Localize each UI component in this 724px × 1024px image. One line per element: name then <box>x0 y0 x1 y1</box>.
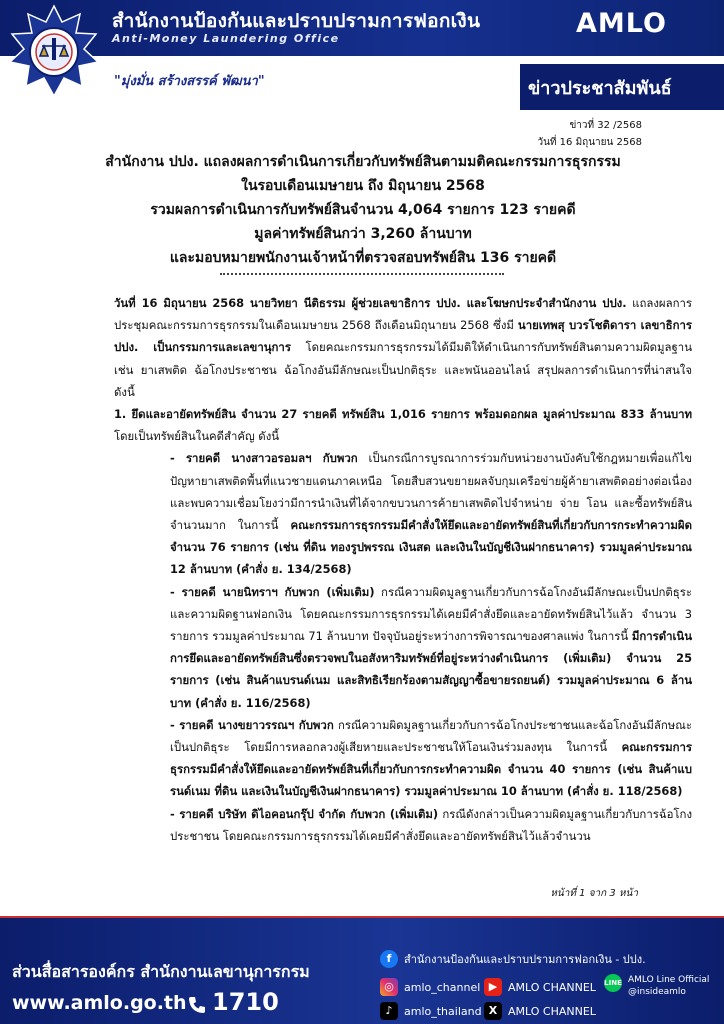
section-title: ข่าวประชาสัมพันธ์ <box>528 78 672 99</box>
org-name-thai: สำนักงานป้องกันและปราบปรามการฟอกเงิน <box>112 10 481 32</box>
headline-line: ในรอบเดือนเมษายน ถึง มิถุนายน 2568 <box>241 178 485 194</box>
line-icon: LINE <box>604 974 622 992</box>
headline-line: และมอบหมายพนักงานเจ้าหน้าที่ตรวจสอบทรัพย์สิน 136 รายคดี <box>169 250 557 266</box>
instagram-link[interactable]: ◎ amlo_channel <box>380 978 480 996</box>
document-number: ข่าวที่ 32 /2568 <box>569 120 642 131</box>
amlo-seal-logo <box>6 4 102 104</box>
tiktok-icon: ♪ <box>380 1002 398 1020</box>
x-link[interactable]: X AMLO CHANNEL <box>484 1002 596 1020</box>
instagram-icon: ◎ <box>380 978 398 996</box>
footer-department: ส่วนสื่อสารองค์กร สำนักงานเลขานุการกรม <box>12 962 310 981</box>
headline-line: รวมผลการดำเนินการกับทรัพย์สินจำนวน 4,064 รายการ 123 รายคดี <box>150 202 576 218</box>
headline-line: สำนักงาน ปปง. แถลงผลการดำเนินการเกี่ยวกับทรัพย์สินตามมติคณะกรรมการธุรกรรม <box>105 154 621 170</box>
case-1-paragraph: - รายคดี นางสาวอรอมลฯ กับพวก เป็นกรณีการบูรณาการร่วมกับหน่วยงานบังคับใช้กฎหมายเพื่อแก้ไขปัญหายาเสพติดพื้นที่แนวชายแดนภาคเหนือ โดยสืบสวนขยายผลจับกุมเครือข่ายผู้ค้ายาเสพติดอย่างต่อเนื่อง และพบความเชื่อมโยงว่ามีการนำเงินที่ได้จากขบวนการค้ายาเสพติดไปจำหน่าย จ่าย โอน และซื้อทรัพย์สินจำนวนมาก ในการนี้ คณะกรรมการธุรกรรมมีคำสั่งให้ยึดและอายัดทรัพย์สินที่เกี่ยวกับการกระทำความผิด จำนวน 76 รายการ (เช่น ที่ดิน ทองรูปพรรณ เงินสด และเงินในบัญชีเงินฝากธนาคาร) รวมมูลค่าประมาณ 12 ล้านบาท (คำสั่ง ย. 134/2568) <box>170 451 692 577</box>
youtube-link[interactable]: ▶ AMLO CHANNEL <box>484 978 596 996</box>
case-2-paragraph: - รายคดี นายนิทราฯ กับพวก (เพิ่มเติม) กรณีความผิดมูลฐานเกี่ยวกับการฉ้อโกงอันมีลักษณะเป็นปกติธุระ และความผิดฐานฟอกเงิน โดยคณะกรรมการธุรกรรมได้เคยมีคำสั่งยึดและอายัดทรัพย์สินไว้แล้ว จำนวน 3 รายการ รวมมูลค่าประมาณ 71 ล้านบาท ปัจจุบันอยู่ระหว่างการพิจารณาของศาลแพ่ง ในการนี้ มีการดำเนินการยึดและอายัดทรัพย์สินซึ่งตรวจพบในอสังหาริมทรัพย์ที่อยู่ระหว่างดำเนินการ (เพิ่มเติม) จำนวน 25 รายการ (เช่น สินค้าแบรนด์เนม และสิทธิเรียกร้องตามสัญญาซื้อขายรถยนต์) รวมมูลค่าประมาณ 6 ล้านบาท (คำสั่ง ย. 116/2568) <box>170 584 692 710</box>
page-header <box>0 0 724 112</box>
facebook-link[interactable]: f สำนักงานป้องกันและปราบปรามการฟอกเงิน - ปปง. <box>380 950 646 968</box>
facebook-icon: f <box>380 950 398 968</box>
article-body <box>30 292 692 847</box>
website-link[interactable]: www.amlo.go.th <box>12 992 187 1014</box>
page-number: หน้าที่ 1 จาก 3 หน้า <box>550 888 638 899</box>
headline <box>40 150 686 270</box>
phone-icon <box>186 994 208 1016</box>
dotted-divider <box>220 273 504 275</box>
intro-paragraph: วันที่ 16 มิถุนายน 2568 นายวิทยา นีติธรรม ผู้ช่วยเลขาธิการ ปปง. และโฆษกประจำสำนักงาน ปปง. แถลงผลการประชุมคณะกรรมการธุรกรรมในเดือนเมษายน 2568 ถึงเดือนมิถุนายน 2568 ซึ่งมี นายเทพสุ บวรโชติดารา เลขาธิการ ปปง. เป็นกรรมการและเลขานุการ โดยคณะกรรมการธุรกรรมได้มีมติให้ดำเนินการกับทรัพย์สินตามความผิดมูลฐาน เช่น ยาเสพติด ฉ้อโกงประชาชน ฉ้อโกงอันมีลักษณะเป็นปกติธุระ และพนันออนไลน์ สรุปผลการดำเนินการที่น่าสนใจดังนี้ <box>114 296 692 399</box>
line-official-link[interactable]: LINE AMLO Line Official @insideamlo <box>604 975 710 997</box>
org-name-english: Anti-Money Laundering Office <box>112 32 340 45</box>
slogan: "มุ่งมั่น สร้างสรรค์ พัฒนา" <box>114 74 265 89</box>
document-date: วันที่ 16 มิถุนายน 2568 <box>537 137 642 148</box>
case-4-paragraph: - รายคดี บริษัท ดิไอคอนกรุ๊ป จำกัด กับพวก (เพิ่มเติม) กรณีดังกล่าวเป็นความผิดมูลฐานเกี่ยวกับการฉ้อโกงประชาชน โดยคณะกรรมการธุรกรรมได้เคยมีคำสั่งยึดและอายัดทรัพย์สินไว้แล้วจำนวน <box>170 806 693 843</box>
case-3-paragraph: - รายคดี นางขยาวรรณฯ กับพวก กรณีความผิดมูลฐานเกี่ยวกับการฉ้อโกงประชาชนและฉ้อโกงอันมีลักษณะเป็นปกติธุระ โดยมีการหลอกลวงผู้เสียหายและประชาชนให้โอนเงินร่วมลงทุน ในการนี้ คณะกรรมการธุรกรรมมีคำสั่งให้ยึดและอายัดทรัพย์สินที่เกี่ยวกับการกระทำความผิด จำนวน 40 รายการ (เช่น สินค้าแบรนด์เนม ที่ดิน และเงินในบัญชีเงินฝากธนาคาร) รวมมูลค่าประมาณ 10 ล้านบาท (คำสั่ง ย. 118/2568) <box>170 717 692 799</box>
hotline-number[interactable]: 1710 <box>212 988 279 1016</box>
x-icon: X <box>484 1002 502 1020</box>
amlo-badge: AMLO <box>576 8 667 39</box>
item-1-paragraph: 1. ยึดและอายัดทรัพย์สิน จำนวน 27 รายคดี ทรัพย์สิน 1,016 รายการ พร้อมดอกผล มูลค่าประมาณ 833 ล้านบาท โดยเป็นทรัพย์สินในคดีสำคัญ ดังนี้ <box>114 407 692 444</box>
document-meta <box>537 117 642 151</box>
tiktok-link[interactable]: ♪ amlo_thailand <box>380 1002 482 1020</box>
youtube-icon: ▶ <box>484 978 502 996</box>
headline-line: มูลค่าทรัพย์สินกว่า 3,260 ล้านบาท <box>254 226 472 242</box>
